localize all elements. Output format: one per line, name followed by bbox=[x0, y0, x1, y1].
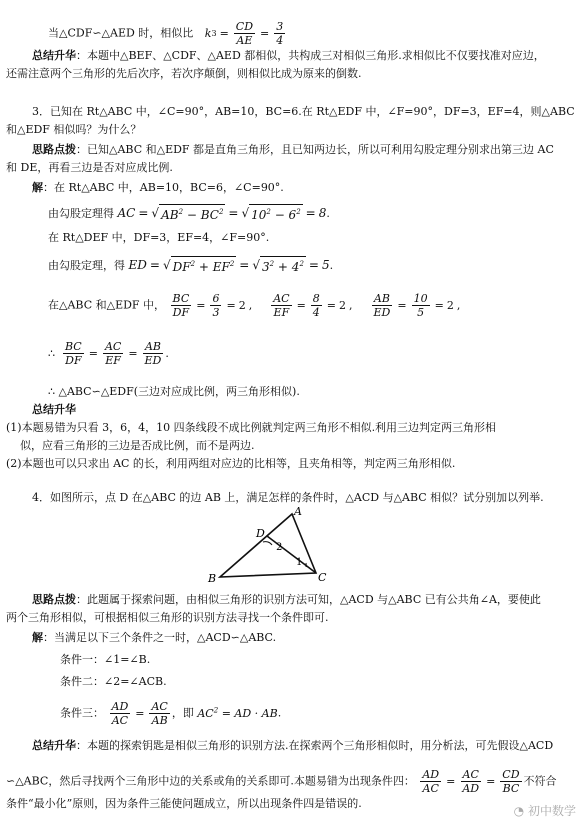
q4-stem: 4．如图所示，点 D 在△ABC 的边 AB 上，满足怎样的条件时，△ACD 与△ABC 相似？试分别加以列举. bbox=[32, 491, 544, 504]
q4-condition-3: 条件三： $\frac{AD}{AC}$ = $\frac{AC}{AB}$ ，即 $AC^2$ = AD · AB. bbox=[60, 700, 282, 727]
q4-condition-2: 条件二：∠2=∠ACB. bbox=[60, 675, 167, 688]
q3-conclusion: ∴ △ABC∽△EDF(三边对应成比例，两三角形相似). bbox=[48, 385, 300, 398]
label-d: D bbox=[256, 527, 265, 540]
label-c: C bbox=[318, 571, 327, 584]
q3-summary-label: 总结升华 bbox=[32, 403, 76, 416]
summary-1-cont: 还需注意两个三角形的先后次序，若次序颠倒，则相似比成为原来的倒数. bbox=[6, 67, 362, 80]
q4-solution: 解：当满足以下三个条件之一时，△ACD∽△ABC. bbox=[32, 631, 277, 644]
q3-hint-cont: 和 DE，再看三边是否对应成比例. bbox=[6, 161, 173, 174]
q3-ed-calc: 由勾股定理，得 ED = √ $DF^2 + EF^2$ = √ $3^2 + 4^2$ = 5. bbox=[48, 258, 334, 274]
angle-2-label: 2 bbox=[276, 542, 283, 553]
ratio-line-text: 当△CDF∽△AED 时，相似比 bbox=[48, 26, 194, 40]
q4-hint: 思路点拨：此题属于探索问题，由相似三角形的识别方法可知，△ACD 与△ABC 已有公共角∠A，要使此 bbox=[32, 593, 541, 606]
angle-2-arc bbox=[263, 542, 272, 545]
q3-summary-2: (2)本题也可以只求出 AC 的长，利用两组对应边的比相等，且夹角相等，判定两三角形相似. bbox=[6, 457, 456, 470]
similarity-ratio-line bbox=[48, 20, 287, 47]
label-b: B bbox=[208, 572, 217, 585]
q4-summary: 总结升华：本题的探索钥匙是相似三角形的识别方法.在探索两个三角形相似时，用分析法，可先假设△ACD bbox=[32, 739, 554, 752]
q3-hint: 思路点拨：已知△ABC 和△EDF 都是直角三角形，且已知两边长，所以可利用勾股定理分别求出第三边 AC bbox=[32, 143, 554, 156]
q3-stem-cont: 和△EDF 相似吗？为什么？ bbox=[6, 123, 142, 136]
q3-conclusion-eq: ∴ $\frac{BC}{DF}$ = $\frac{AC}{EF}$ = $\frac{AB}{ED}$ . bbox=[48, 340, 169, 367]
q3-ratios: 在△ABC 和△EDF 中， $\frac{BC}{DF}$ = $\frac{6}{3}$ = 2 , $\frac{AC}{EF}$ = $\frac{8}{4}$ = 2 , $\frac{AB}{ED}$ = $\frac{10}{5}$ = 2 , bbox=[48, 292, 461, 319]
q3-summary-1-cont: 似，应看三角形的三边是否成比例，而不是两边. bbox=[20, 439, 255, 452]
angle-1-label: 1 bbox=[296, 557, 303, 568]
q3-solution: 解：在 Rt△ABC 中，AB=10，BC=6，∠C=90°. bbox=[32, 181, 284, 194]
chat-bubble-icon: ◔ bbox=[513, 804, 525, 818]
q3-ac-calc: 由勾股定理得 AC = √ $AB^2 - BC^2$ = √ $10^2 - 6^2$ = 8. bbox=[48, 206, 330, 222]
q3-stem: 3．已知在 Rt△ABC 中，∠C=90°，AB=10，BC=6.在 Rt△EDF 中，∠F=90°，DF=3，EF=4，则△ABC bbox=[32, 105, 575, 118]
ratio-equation: k 3 = $\frac{CD}{AE}$ = $\frac{3}{4}$ bbox=[204, 20, 284, 47]
q4-summary-cont: ∽△ABC，然后寻找两个三角形中边的关系或角的关系即可.本题易错为出现条件四： $\frac{AD}{AC}$ = $\frac{AC}{AD}$ = $\frac{CD}{BC}$ 不符合 bbox=[6, 768, 557, 795]
q4-hint-cont: 两个三角形相似，可根据相似三角形的识别方法寻找一个条件即可. bbox=[6, 611, 329, 624]
watermark: ◔ 初中数学 bbox=[513, 804, 576, 818]
q4-summary-end: 条件“最小化”原则，因为条件三能使问题成立，所以出现条件四是错误的. bbox=[6, 797, 362, 810]
q3-def: 在 Rt△DEF 中，DF=3，EF=4，∠F=90°. bbox=[48, 231, 270, 244]
label-a: A bbox=[294, 505, 302, 518]
triangle-figure bbox=[200, 505, 350, 585]
q3-summary-1: (1)本题易错为只看 3，6，4，10 四条线段不成比例就判定两三角形不相似.利用三边判定两三角形相 bbox=[6, 421, 497, 434]
q4-condition-1: 条件一：∠1=∠B. bbox=[60, 653, 151, 666]
summary-1: 总结升华：本题中△BEF、△CDF、△AED 都相似，共构成三对相似三角形.求相似比不仅要找准对应边， bbox=[32, 49, 545, 62]
